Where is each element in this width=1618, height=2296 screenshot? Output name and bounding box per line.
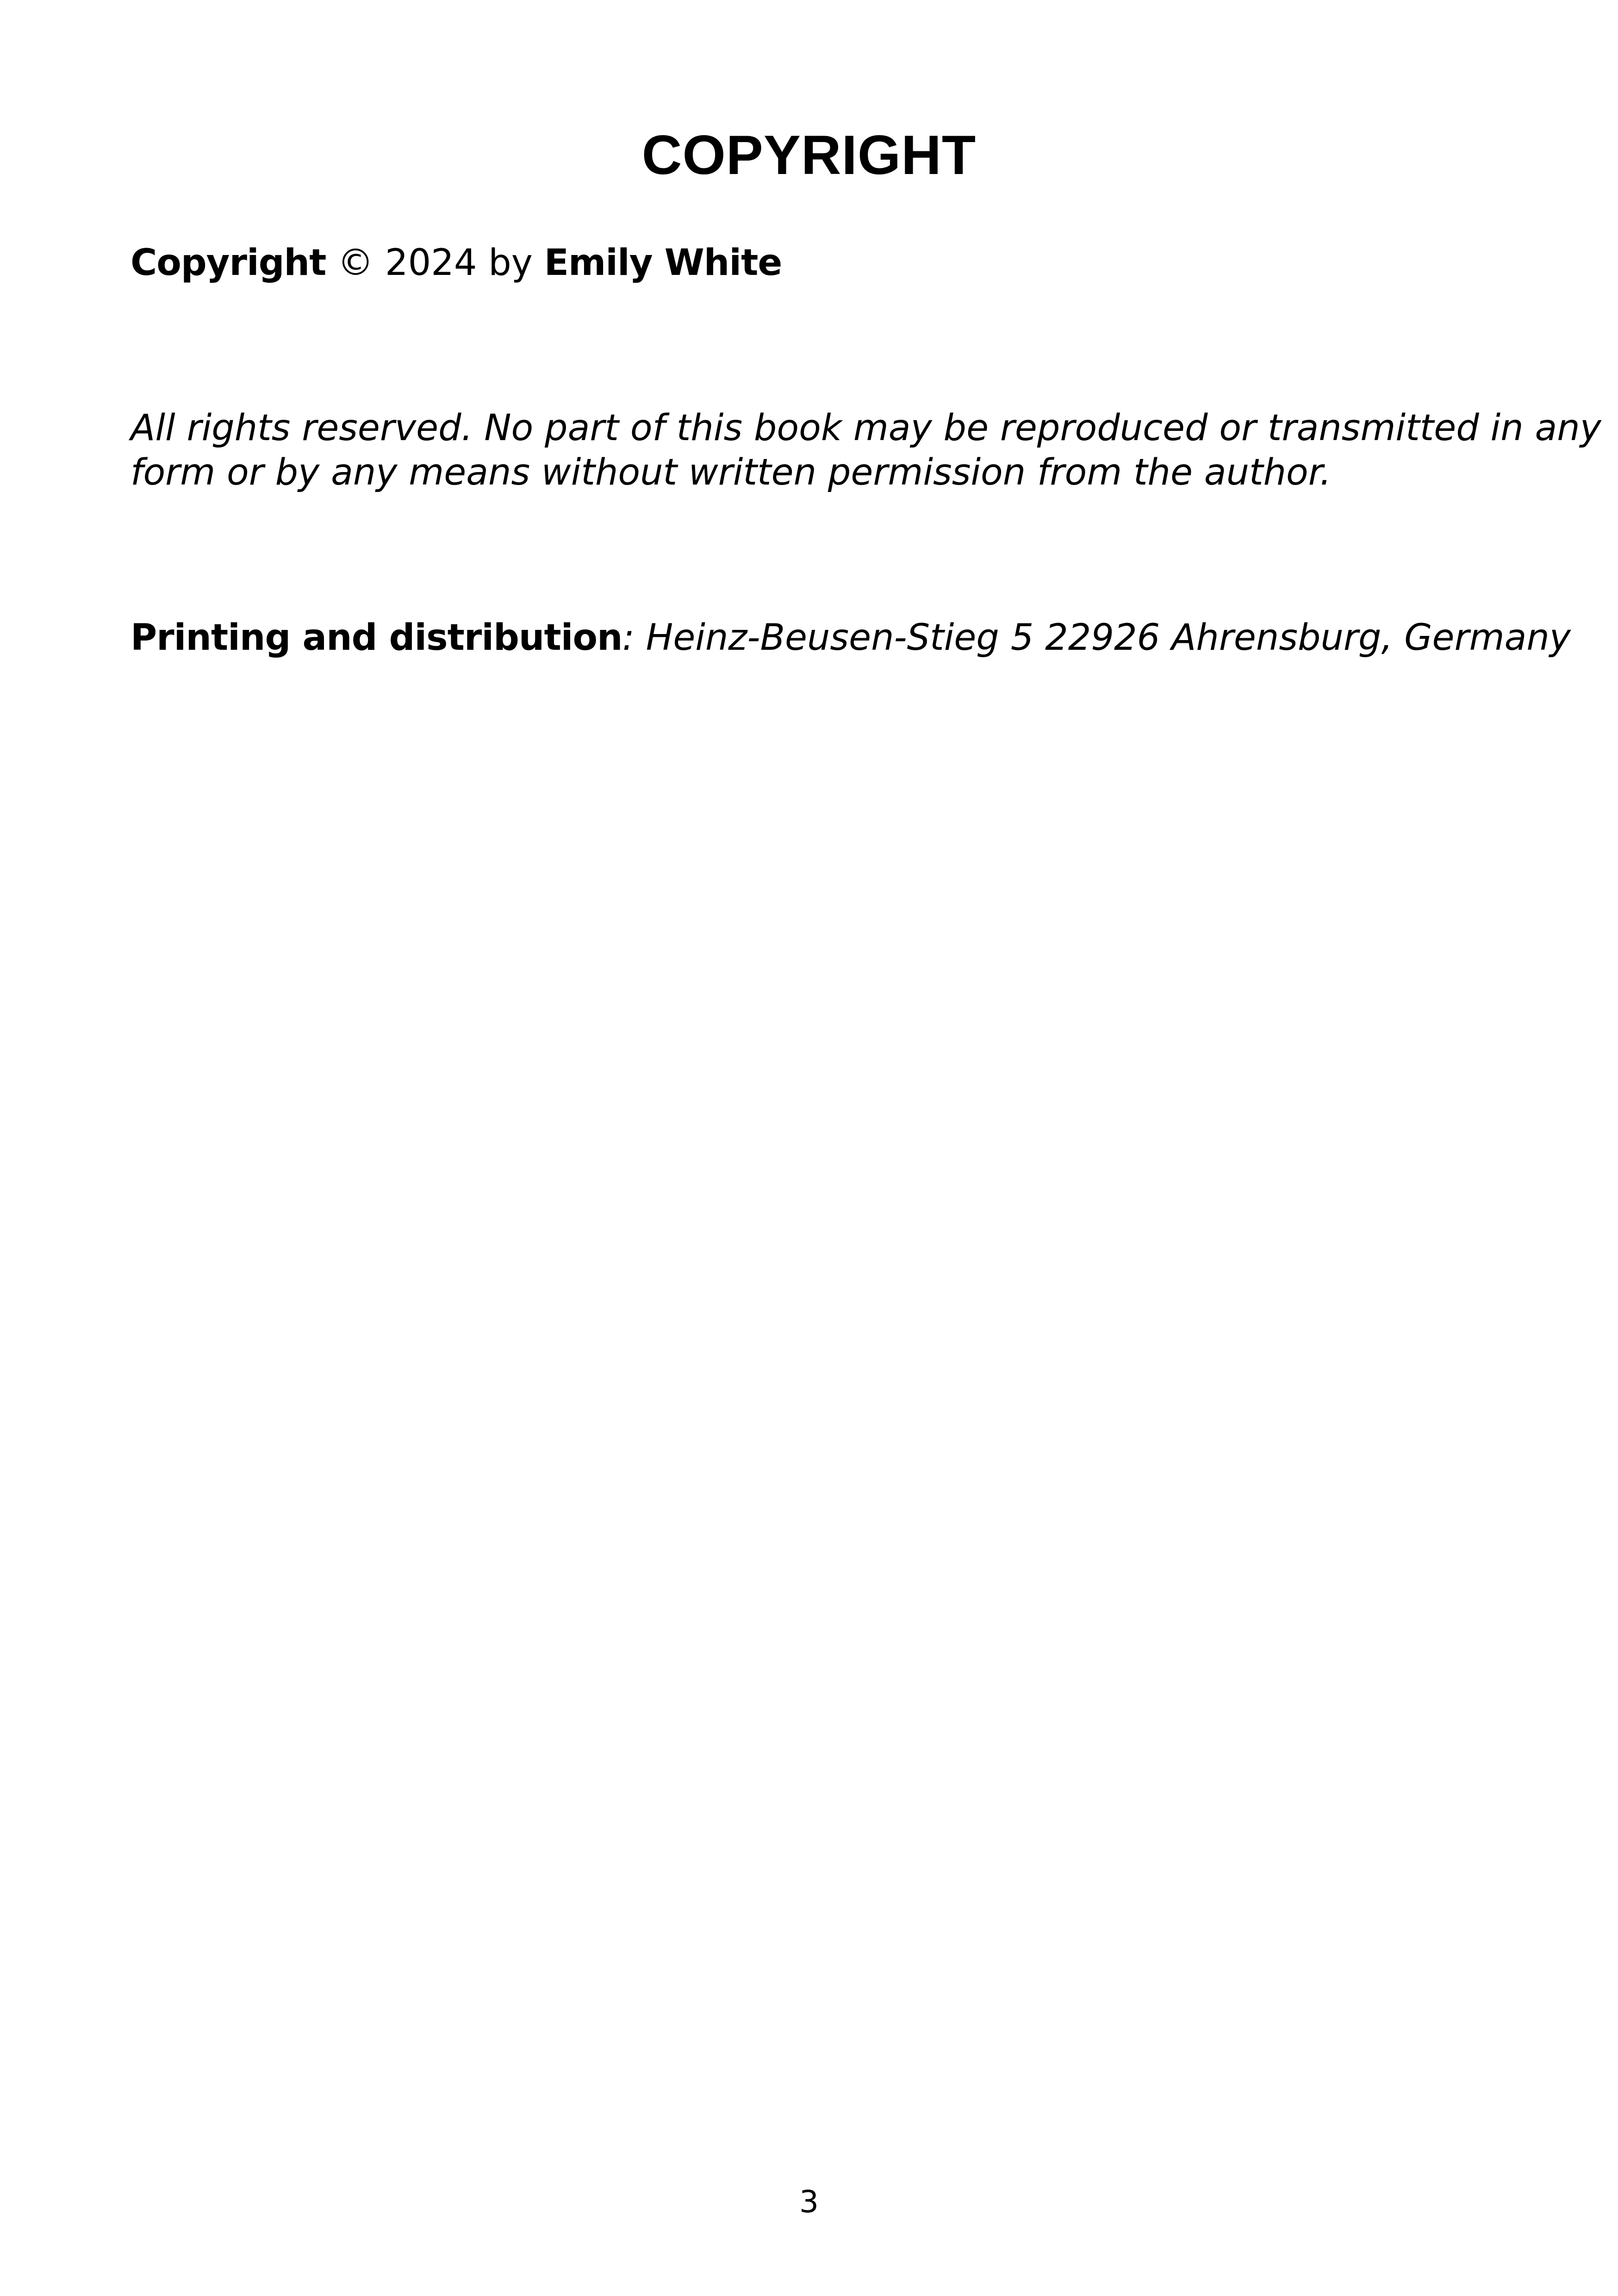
page-number: 3 [799,2184,819,2220]
author-name: Emily White [544,242,782,284]
copyright-line [131,241,782,285]
copyright-notice: © 2024 by [326,242,544,284]
rights-statement-line-2: form or by any means without written permission from the author. [131,452,1332,493]
printing-distribution-line [131,616,1571,660]
rights-statement-line-1: All rights reserved. No part of this book may be reproduced or transmitted in any [131,407,1601,449]
printing-address: : Heinz-Beusen-Stieg 5 22926 Ahrensburg, Germany [622,617,1571,659]
page-title: COPYRIGHT [641,124,977,186]
printing-label: Printing and distribution [131,617,622,659]
copyright-label: Copyright [131,242,326,284]
